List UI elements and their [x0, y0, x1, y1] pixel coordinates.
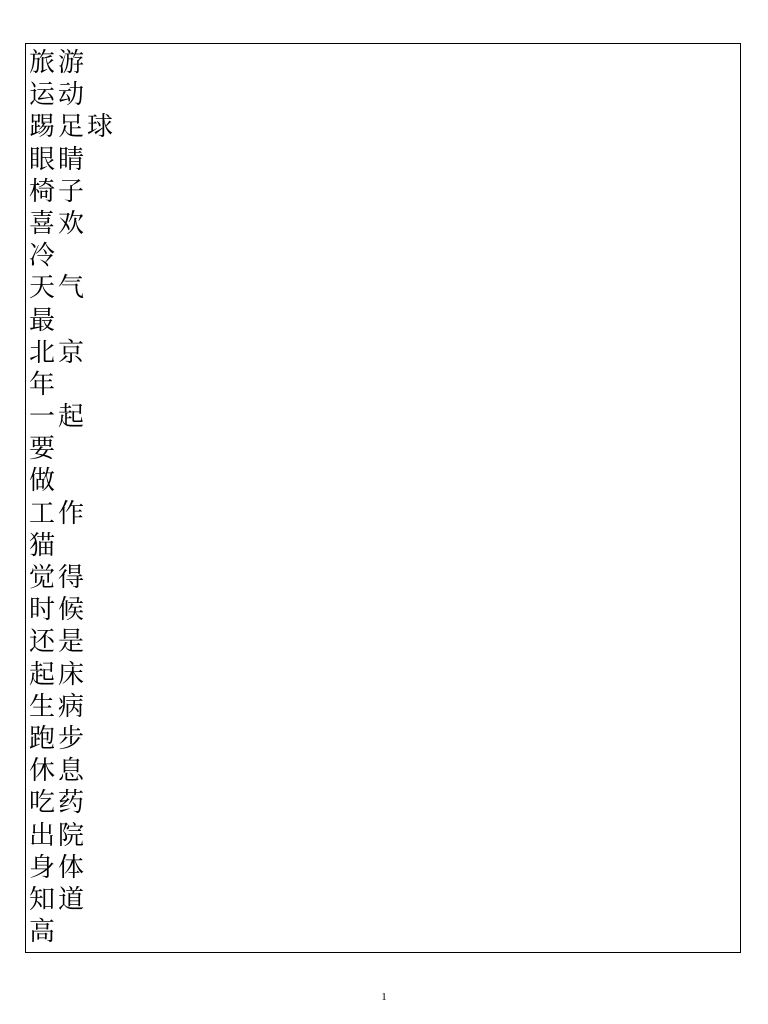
word-item: 觉得: [29, 563, 88, 593]
word-item: 休息: [29, 756, 88, 787]
word-item: 跑步: [29, 723, 88, 754]
word-item: 知道: [29, 884, 88, 915]
word-item: 还是: [29, 627, 88, 658]
word-item: 冷: [29, 241, 59, 272]
word-item: 喜欢: [29, 208, 88, 239]
word-item: 一起: [29, 402, 88, 433]
word-item: 旅游: [29, 48, 88, 78]
page-number: 1: [381, 991, 387, 1003]
word-item: 做: [29, 466, 59, 497]
word-list-box: [25, 43, 741, 953]
word-item: 北京: [29, 337, 88, 368]
word-item: 最: [29, 305, 59, 336]
word-item: 要: [29, 434, 59, 465]
word-item: 运动: [29, 80, 88, 111]
word-item: 天气: [29, 273, 88, 304]
word-item: 高: [29, 917, 59, 948]
word-item: 猫: [29, 530, 59, 561]
word-list: [29, 47, 740, 948]
word-item: 生病: [29, 691, 88, 722]
word-item: 时候: [29, 595, 88, 626]
word-item: 出院: [29, 820, 88, 851]
word-item: 起床: [29, 659, 88, 690]
word-item: 踢足球: [29, 112, 117, 143]
word-item: 年: [29, 369, 59, 400]
word-item: 吃药: [29, 788, 88, 819]
word-item: 工作: [29, 498, 88, 529]
word-item: 眼睛: [29, 144, 88, 175]
word-item: 身体: [29, 852, 88, 883]
word-item: 椅子: [29, 176, 88, 207]
